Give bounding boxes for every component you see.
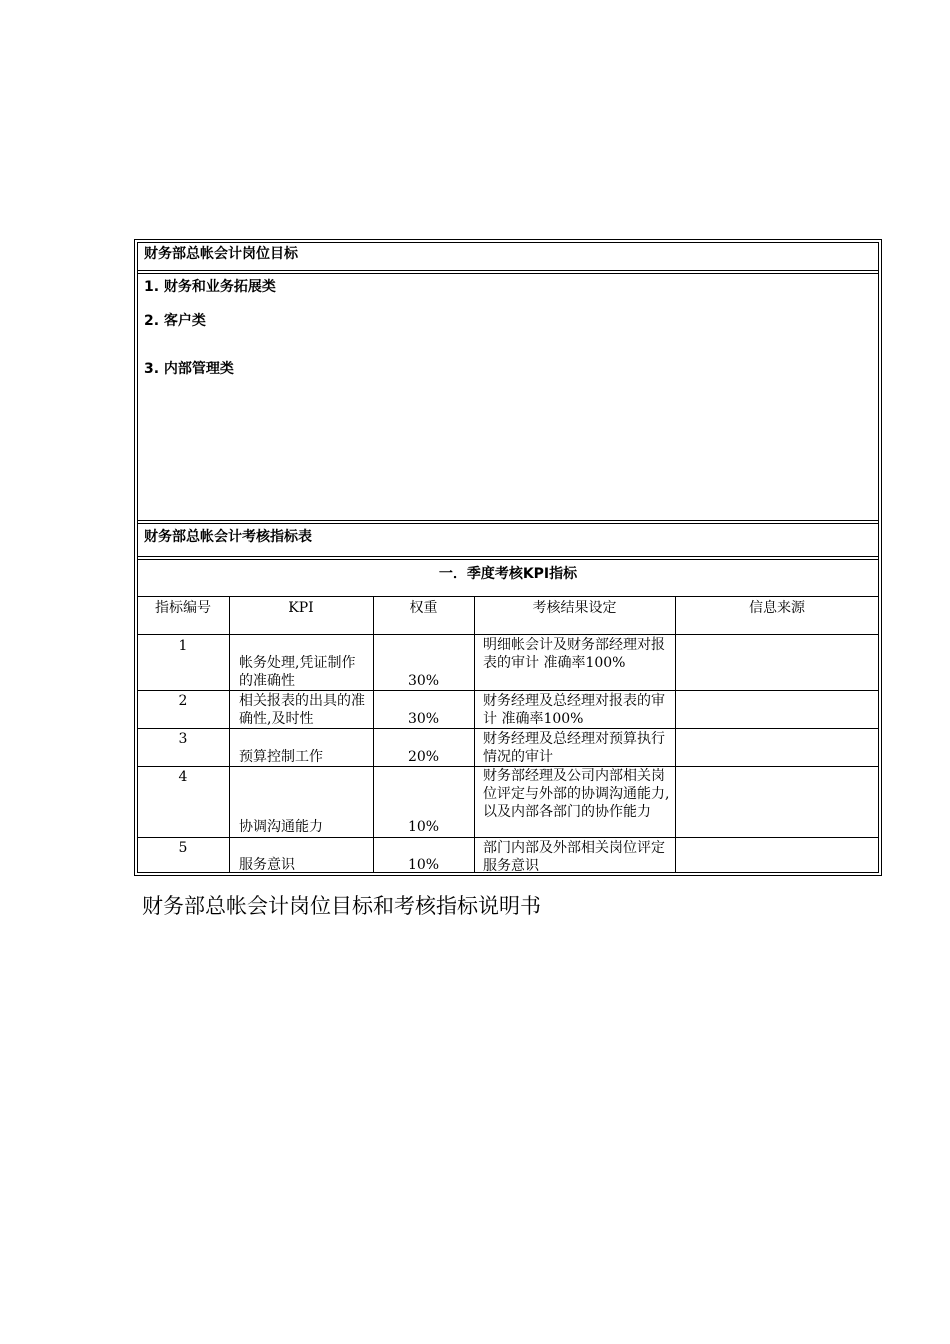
row3-id: 3 [178,731,188,747]
row5-id: 5 [178,840,188,856]
header-kpi: KPI [288,600,314,616]
divider [137,690,879,691]
row1-weight: 30% [407,673,440,689]
column-divider [675,596,676,873]
column-divider [474,596,475,873]
divider [137,523,879,524]
row2-id: 2 [178,693,188,709]
row5-result: 部门内部及外部相关岗位评定服务意识 [483,840,665,874]
row4-result: 财务部经理及公司内部相关岗位评定与外部的协调沟通能力,以及内部各部门的协作能力 [483,768,670,820]
kpi-table-title: 财务部总帐会计考核指标表 [144,529,312,545]
goal-item: 1. 财务和业务拓展类 [144,279,276,295]
row2-weight: 30% [407,711,440,727]
divider [137,556,879,557]
divider [137,520,879,521]
row3-result: 财务经理及总经理对预算执行情况的审计 [483,731,665,765]
divider [137,634,879,635]
goal-item: 3. 内部管理类 [144,361,234,377]
divider [137,837,879,838]
row2-kpi: 相关报表的出具的准确性,及时性 [239,693,365,727]
row4-kpi: 协调沟通能力 [239,819,323,835]
row5-kpi: 服务意识 [239,857,295,873]
divider [137,559,879,560]
header-id: 指标编号 [155,600,211,616]
divider [137,728,879,729]
header-result: 考核结果设定 [532,600,617,616]
row1-kpi: 帐务处理,凭证制作的准确性 [239,655,356,689]
column-divider [229,596,230,873]
goal-item: 2. 客户类 [144,313,206,329]
divider [137,273,879,274]
row4-id: 4 [178,769,188,785]
row2-result: 财务经理及总经理对报表的审计 准确率100% [483,693,665,727]
row4-weight: 10% [407,819,440,835]
row1-result: 明细帐会计及财务部经理对报表的审计 准确率100% [483,637,665,671]
row1-id: 1 [178,638,188,654]
divider [137,596,879,597]
header-source: 信息来源 [749,600,805,616]
kpi-subtitle: 一．季度考核KPI指标 [438,566,578,582]
document-title: 财务部总帐会计岗位目标和考核指标说明书 [142,894,541,918]
divider [137,270,879,271]
row3-weight: 20% [407,749,440,765]
row3-kpi: 预算控制工作 [239,749,323,765]
row5-weight: 10% [407,857,440,873]
header-weight: 权重 [409,600,438,616]
goals-title: 财务部总帐会计岗位目标 [144,246,298,262]
